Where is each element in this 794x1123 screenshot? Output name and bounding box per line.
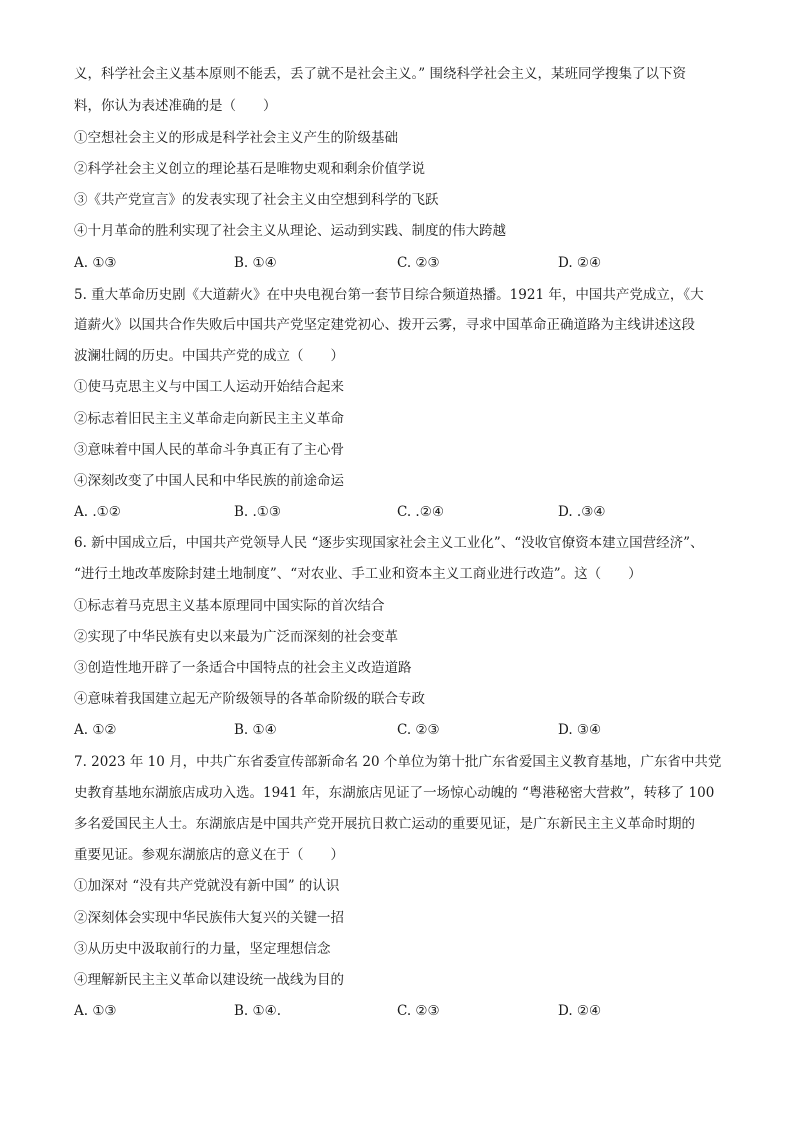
- q5-statement-4: ④深刻改变了中国人民和中华民族的前途命运: [74, 473, 344, 489]
- q6-option-b[interactable]: B. ①④: [234, 722, 277, 738]
- q7-statement-1: ①加深对 “没有共产党就没有新中国” 的认识: [74, 878, 340, 894]
- q7-stem-line-2: 史教育基地东湖旅店成功入选。1941 年，东湖旅店见证了一场惊心动魄的 “粤港秘密大营救”，转移了 100: [74, 785, 715, 801]
- q7-option-d[interactable]: D. ②④: [558, 1003, 602, 1019]
- q5-option-b[interactable]: B. .①③: [234, 504, 281, 520]
- q6-stem-line-1: 6. 新中国成立后，中国共产党领导人民 “逐步实现国家社会主义工业化”、“没收官僚资本建立国营经济”、: [74, 535, 704, 551]
- q4-option-b[interactable]: B. ①④: [234, 255, 277, 271]
- q4-stem-line-2: 料，你认为表述准确的是（ ）: [74, 98, 277, 114]
- q6-statement-3: ③创造性地开辟了一条适合中国特点的社会主义改造道路: [74, 660, 412, 676]
- q7-statement-4: ④理解新民主主义革命以建设统一战线为目的: [74, 972, 344, 988]
- q7-option-b[interactable]: B. ①④.: [234, 1003, 281, 1019]
- q6-stem-line-2: “进行土地改革废除封建土地制度”、“对农业、手工业和资本主义工商业进行改造”。这（ ）: [74, 566, 642, 582]
- q4-option-a[interactable]: A. ①③: [74, 255, 117, 271]
- q7-stem-line-4: 重要见证。参观东湖旅店的意义在于（ ）: [74, 847, 344, 863]
- q6-option-a[interactable]: A. ①②: [74, 722, 117, 738]
- q7-statement-2: ②深刻体会实现中华民族伟大复兴的关键一招: [74, 910, 344, 926]
- q4-statement-3: ③《共产党宣言》的发表实现了社会主义由空想到科学的飞跃: [74, 192, 439, 208]
- q6-statement-2: ②实现了中华民族有史以来最为广泛而深刻的社会变革: [74, 629, 398, 645]
- q4-option-c[interactable]: C. ②③: [397, 255, 440, 271]
- q5-stem-line-2: 道薪火》以国共合作失败后中国共产党坚定建党初心、拨开云雾，寻求中国革命正确道路为主线讲述这段: [74, 317, 695, 333]
- q7-option-c[interactable]: C. ②③: [397, 1003, 440, 1019]
- q5-statement-3: ③意味着中国人民的革命斗争真正有了主心骨: [74, 442, 344, 458]
- q4-statement-4: ④十月革命的胜利实现了社会主义从理论、运动到实践、制度的伟大跨越: [74, 223, 506, 239]
- q4-statement-1: ①空想社会主义的形成是科学社会主义产生的阶级基础: [74, 130, 398, 146]
- q5-stem-line-3: 波澜壮阔的历史。中国共产党的成立（ ）: [74, 348, 344, 364]
- q5-option-a[interactable]: A. .①②: [74, 504, 121, 520]
- q4-option-d[interactable]: D. ②④: [558, 255, 602, 271]
- q5-options: [74, 502, 724, 522]
- q5-option-d[interactable]: D. .③④: [558, 504, 606, 520]
- q5-option-c[interactable]: C. .②④: [397, 504, 444, 520]
- q7-options: [74, 1001, 724, 1021]
- q6-option-d[interactable]: D. ③④: [558, 722, 602, 738]
- q7-option-a[interactable]: A. ①③: [74, 1003, 117, 1019]
- q4-statement-2: ②科学社会主义创立的理论基石是唯物史观和剩余价值学说: [74, 161, 425, 177]
- q7-stem-line-3: 多名爱国民主人士。东湖旅店是中国共产党开展抗日救亡运动的重要见证，是广东新民主主义革命时期的: [74, 816, 695, 832]
- q5-statement-2: ②标志着旧民主主义革命走向新民主主义革命: [74, 411, 344, 427]
- q4-stem-line-1: 义，科学社会主义基本原则不能丢，丢了就不是社会主义。” 围绕科学社会主义，某班同学搜集了以下资: [74, 66, 686, 82]
- q6-statement-1: ①标志着马克思主义基本原理同中国实际的首次结合: [74, 598, 385, 614]
- q5-statement-1: ①使马克思主义与中国工人运动开始结合起来: [74, 379, 344, 395]
- q5-stem-line-1: 5. 重大革命历史剧《大道薪火》在中央电视台第一套节目综合频道热播。1921 年，中国共产党成立，《大: [74, 287, 704, 303]
- q6-options: [74, 720, 724, 740]
- q4-options: [74, 253, 724, 273]
- q7-stem-line-1: 7. 2023 年 10 月，中共广东省委宣传部新命名 20 个单位为第十批广东省爱国主义教育基地，广东省中共党: [74, 754, 722, 770]
- q6-option-c[interactable]: C. ②③: [397, 722, 440, 738]
- q7-statement-3: ③从历史中汲取前行的力量，坚定理想信念: [74, 941, 331, 957]
- q6-statement-4: ④意味着我国建立起无产阶级领导的各革命阶级的联合专政: [74, 691, 425, 707]
